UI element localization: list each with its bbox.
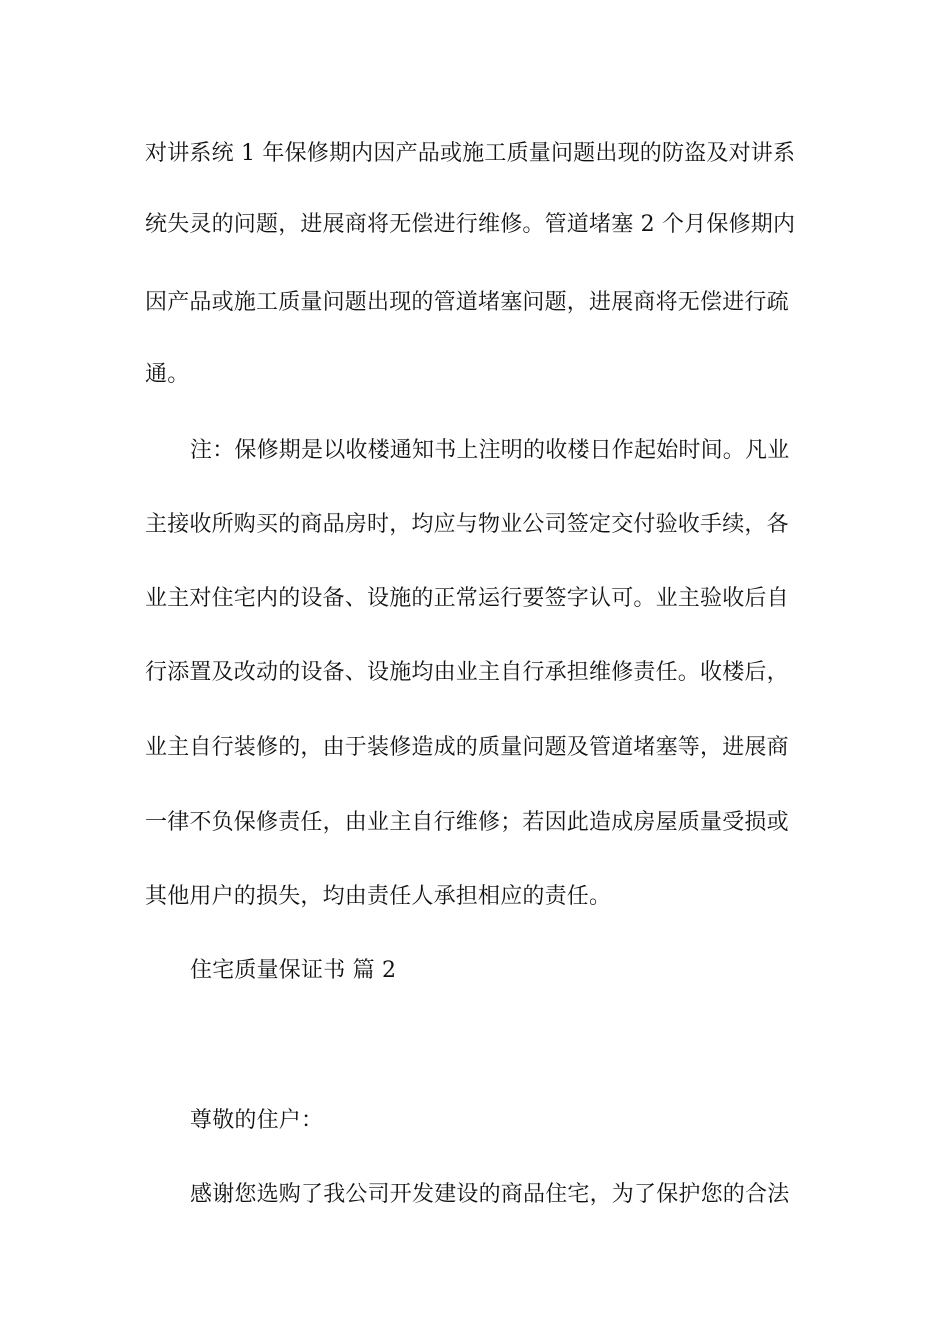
section-heading: 住宅质量保证书 篇 2: [190, 958, 397, 983]
paragraph-line: 通。: [145, 362, 190, 387]
note-paragraph-line: 注：保修期是以收楼通知书上注明的收楼日作起始时间。凡业: [190, 438, 790, 463]
salutation: 尊敬的住户：: [190, 1108, 324, 1133]
paragraph-line: 业主对住宅内的设备、设施的正常运行要签字认可。业主验收后自: [145, 586, 789, 611]
paragraph-line: 因产品或施工质量问题出现的管道堵塞问题，进展商将无偿进行疏: [145, 290, 789, 315]
paragraph-line: 统失灵的问题，进展商将无偿进行维修。管道堵塞 2 个月保修期内: [145, 212, 796, 237]
paragraph-line: 一律不负保修责任，由业主自行维修；若因此造成房屋质量受损或: [145, 810, 789, 835]
paragraph-line: 感谢您选购了我公司开发建设的商品住宅，为了保护您的合法: [190, 1182, 790, 1207]
paragraph-line: 行添置及改动的设备、设施均由业主自行承担维修责任。收楼后，: [145, 660, 789, 685]
paragraph-line: 对讲系统 1 年保修期内因产品或施工质量问题出现的防盗及对讲系: [145, 141, 796, 166]
paragraph-line: 主接收所购买的商品房时，均应与物业公司签定交付验收手续，各: [145, 512, 789, 537]
paragraph-line: 其他用户的损失，均由责任人承担相应的责任。: [145, 884, 612, 909]
paragraph-line: 业主自行装修的，由于装修造成的质量问题及管道堵塞等，进展商: [145, 735, 789, 760]
